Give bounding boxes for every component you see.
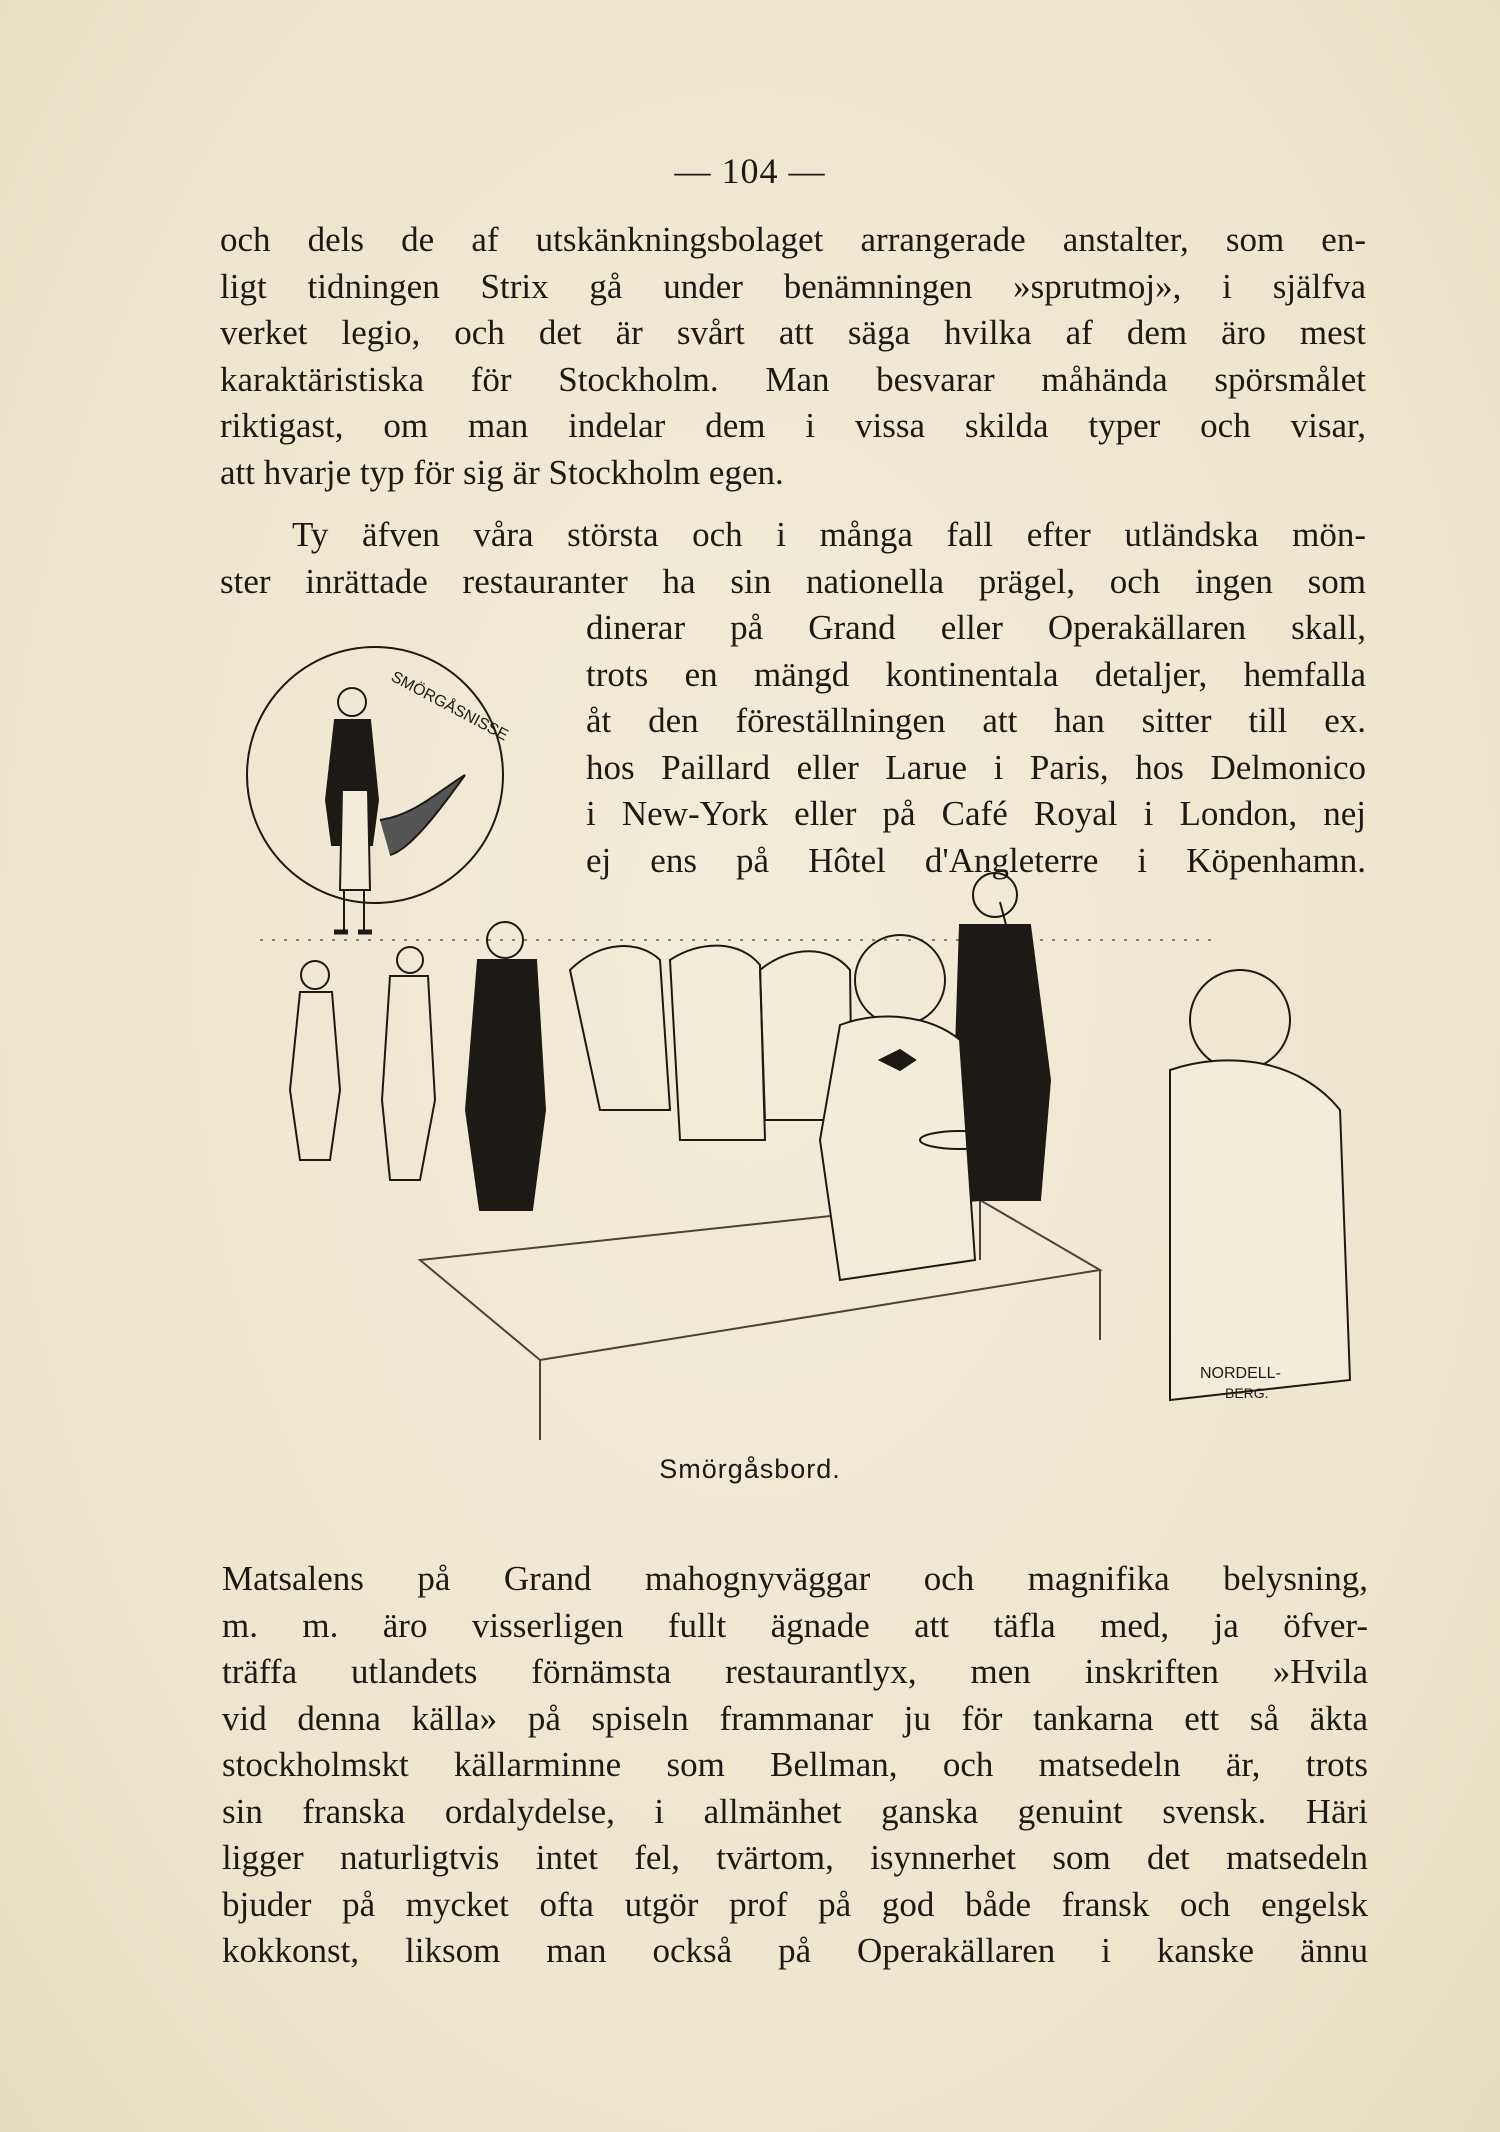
paragraph-2 bbox=[220, 512, 1366, 605]
text-line: i New-York eller på Café Royal i London, nej bbox=[586, 794, 1366, 833]
text-line: att hvarje typ för sig är Stockholm egen. bbox=[220, 452, 784, 492]
illustration-drawing bbox=[240, 640, 1380, 1460]
figure-caption: Smörgåsbord. bbox=[659, 1454, 841, 1484]
text-line: dinerar på Grand eller Operakällaren skall, bbox=[586, 608, 1366, 647]
text-line: kokkonst, liksom man också på Operakällaren i kanske ännu bbox=[222, 1931, 1368, 1970]
text-line: verket legio, och det är svårt att säga hvilka af dem äro mest bbox=[220, 313, 1366, 352]
text-line: ster inrättade restauranter ha sin nationella prägel, och ingen som bbox=[220, 561, 1366, 601]
vignette-label: SMÖRGÅSNISSE bbox=[388, 668, 511, 745]
signature-line-1: NORDELL- bbox=[1200, 1365, 1281, 1382]
text-line: sin franska ordalydelse, i allmänhet ganska genuint svensk. Häri bbox=[222, 1791, 1368, 1831]
text-line: träffa utlandets förnämsta restaurantlyx, men inskriften »Hvila bbox=[222, 1652, 1368, 1691]
text-line: trots en mängd kontinentala detaljer, hemfalla bbox=[586, 654, 1366, 694]
signature-line-2: BERG. bbox=[1225, 1385, 1269, 1401]
text-line: Ty äfven våra största och i många fall efter utländska mön- bbox=[292, 515, 1366, 554]
text-line: ligger naturligtvis intet fel, tvärtom, isynnerhet som det matsedeln bbox=[222, 1838, 1368, 1877]
page-number: — 104 — bbox=[674, 151, 826, 191]
smorgasbord-illustration bbox=[240, 640, 1380, 1460]
paragraph-1 bbox=[220, 217, 1366, 496]
text-line: stockholmskt källarminne som Bellman, och matsedeln är, trots bbox=[222, 1745, 1368, 1784]
text-line: hos Paillard eller Larue i Paris, hos Delmonico bbox=[586, 747, 1366, 787]
vignette-waiter bbox=[247, 647, 512, 932]
text-line: bjuder på mycket ofta utgör prof på god både fransk och engelsk bbox=[222, 1884, 1368, 1924]
text-line: riktigast, om man indelar dem i vissa skilda typer och visar, bbox=[220, 406, 1366, 445]
text-line: ej ens på Hôtel d'Angleterre i Köpenhamn. bbox=[586, 840, 1366, 880]
text-line: och dels de af utskänkningsbolaget arrangerade anstalter, som en- bbox=[220, 220, 1366, 259]
text-line: m. m. äro visserligen fullt ägnade att täfla med, ja öfver- bbox=[222, 1605, 1368, 1645]
diners-group bbox=[260, 873, 1350, 1440]
text-line: Matsalens på Grand mahognyväggar och magnifika belysning, bbox=[222, 1559, 1368, 1598]
paragraph-3 bbox=[222, 1556, 1368, 1975]
text-line: åt den föreställningen att han sitter till ex. bbox=[586, 701, 1366, 740]
text-line: karaktäristiska för Stockholm. Man besvarar måhända spörsmålet bbox=[220, 359, 1366, 399]
text-line: vid denna källa» på spiseln frammanar ju för tankarna ett så äkta bbox=[222, 1698, 1368, 1738]
text-line: ligt tidningen Strix gå under benämningen »sprutmoj», i själfva bbox=[220, 266, 1366, 306]
